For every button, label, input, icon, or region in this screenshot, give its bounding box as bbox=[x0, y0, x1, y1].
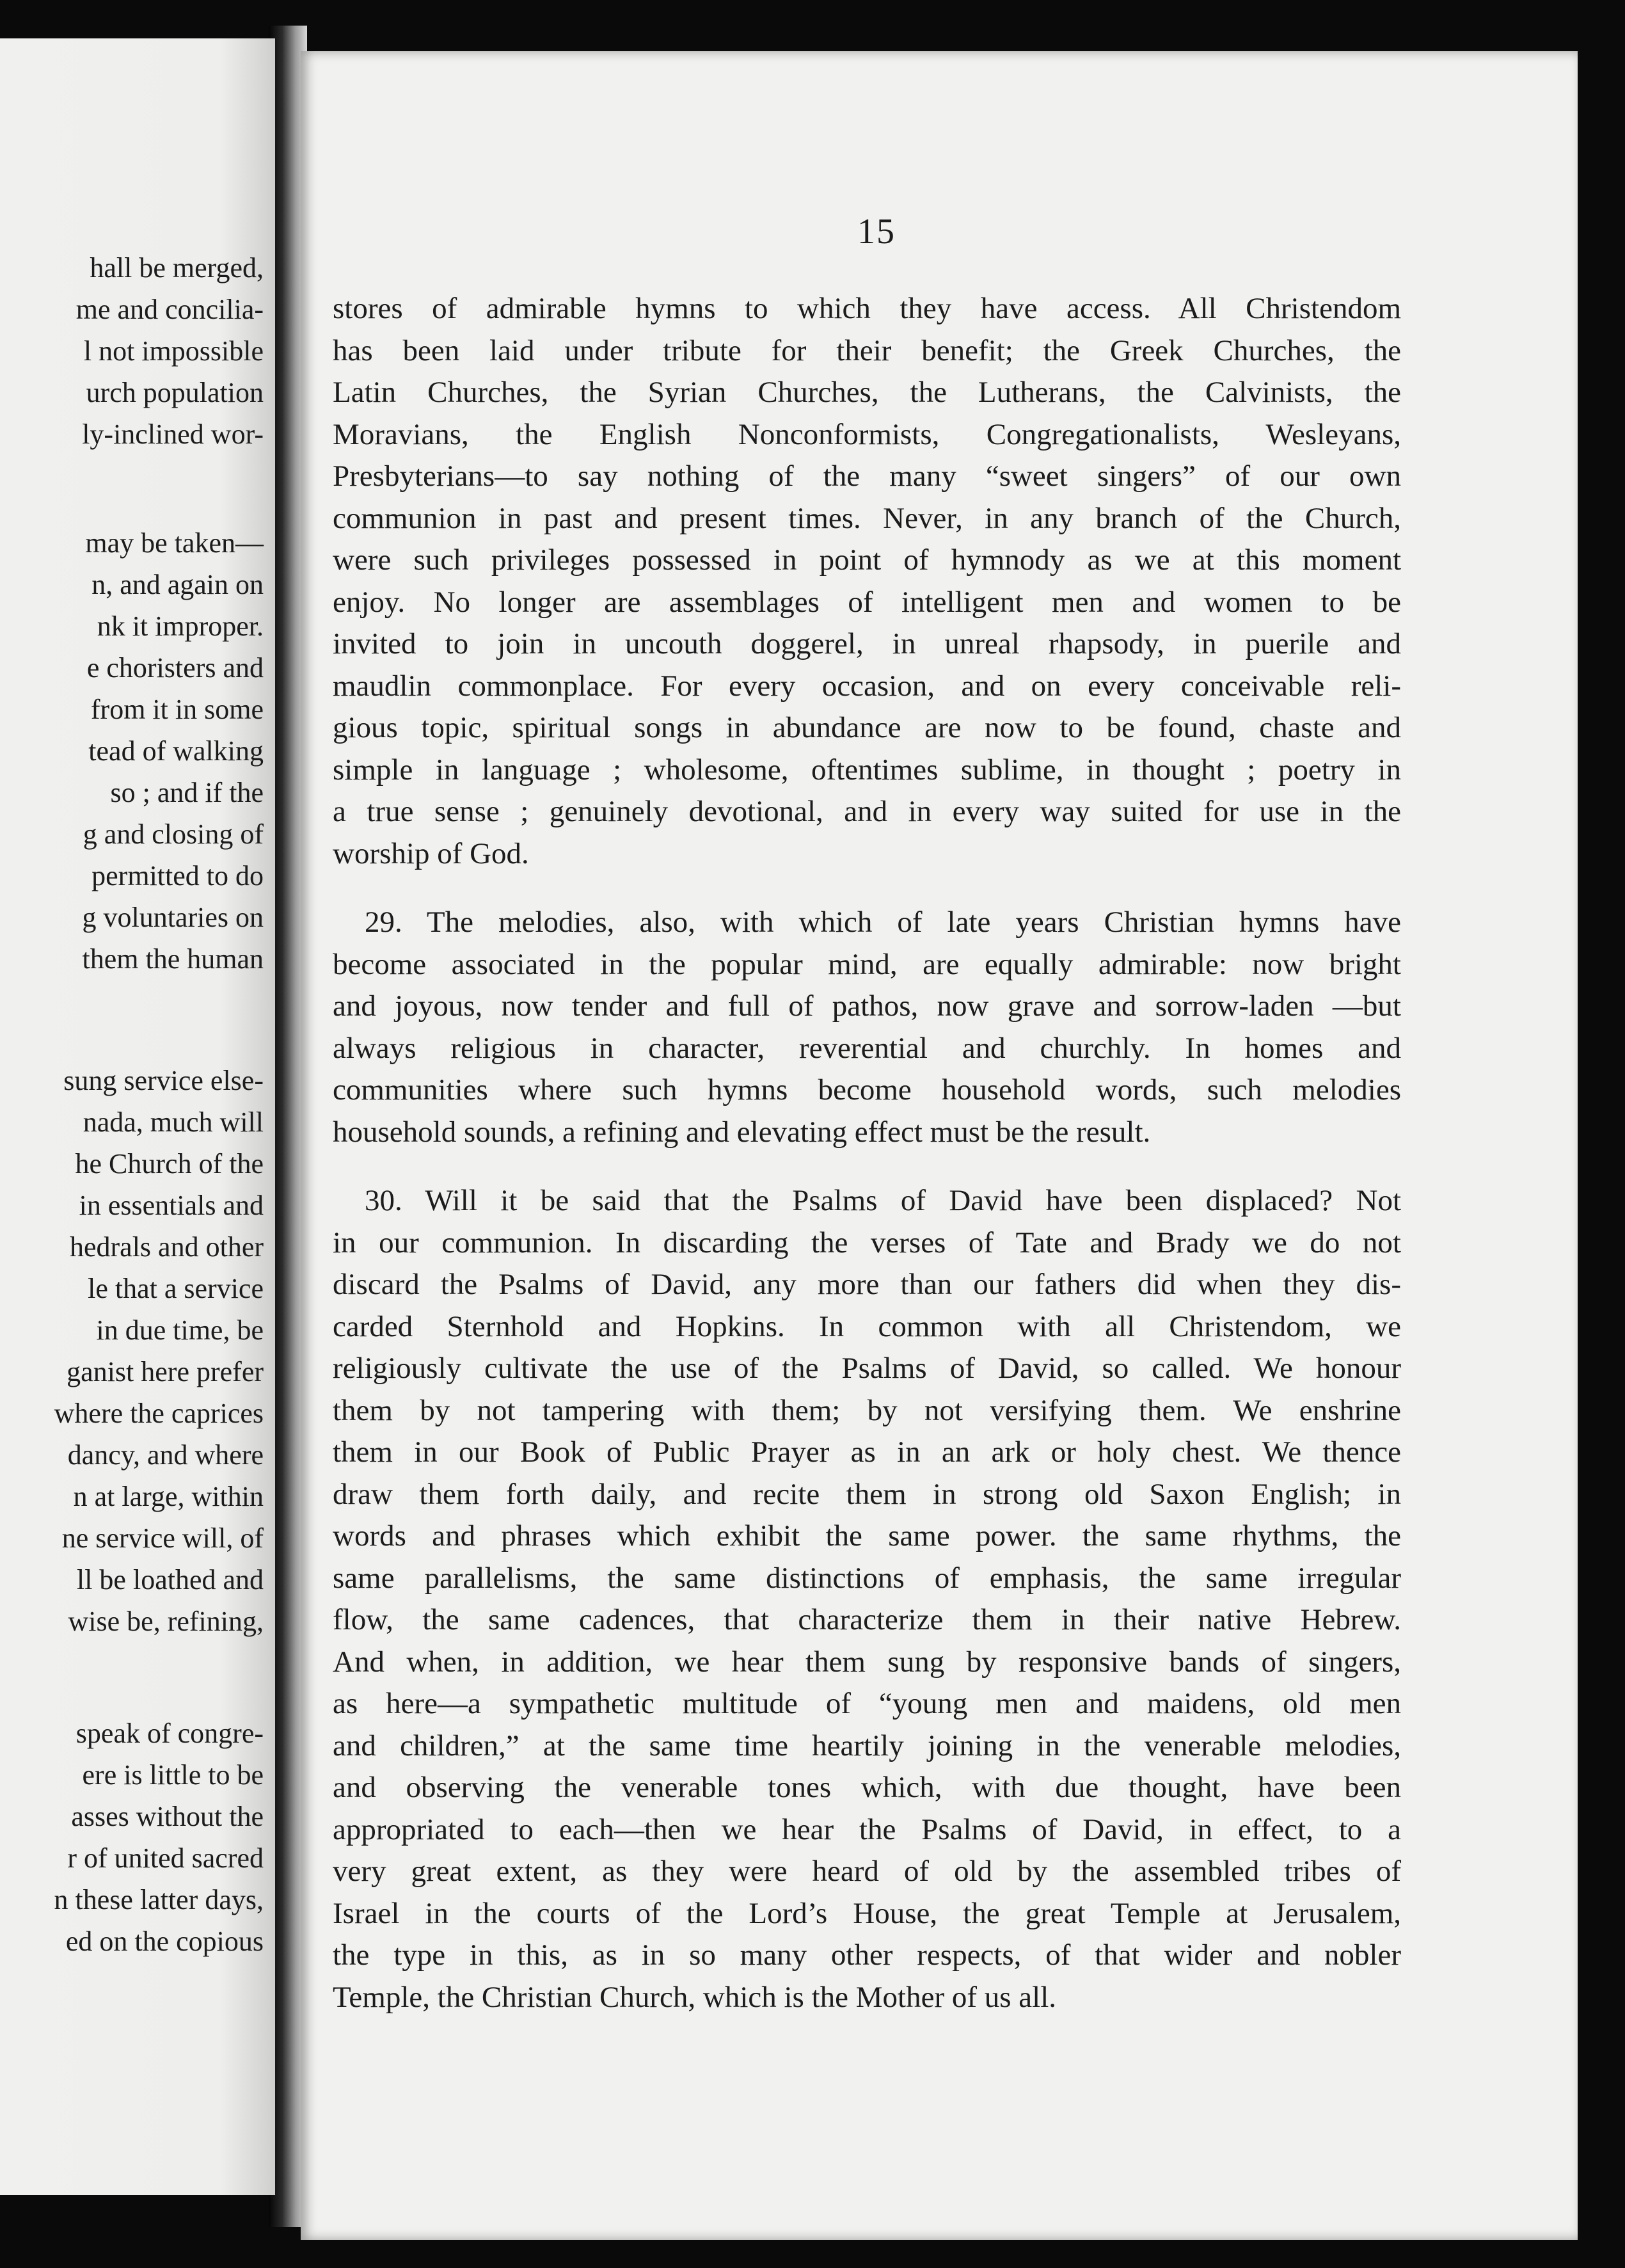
text-line: communities where such hymns become household words, such melodies bbox=[333, 1073, 1401, 1106]
left-page-line: n, and again on bbox=[91, 569, 264, 600]
text-line: words and phrases which exhibit the same power. the same rhythms, the bbox=[333, 1519, 1401, 1553]
left-page-line: where the caprices bbox=[54, 1398, 264, 1429]
left-page bbox=[0, 38, 275, 2195]
text-line: And when, in addition, we hear them sung by responsive bands of singers, bbox=[333, 1645, 1401, 1679]
left-page-line: l not impossible bbox=[83, 335, 264, 367]
left-page-line: nk it improper. bbox=[97, 611, 264, 642]
text-line: stores of admirable hymns to which they have access. All Christendom bbox=[333, 292, 1401, 325]
text-line: household sounds, a refining and elevating effect must be the result. bbox=[333, 1115, 1151, 1149]
text-line: communion in past and present times. Never, in any branch of the Church, bbox=[333, 501, 1401, 535]
left-page-line: g voluntaries on bbox=[82, 902, 264, 933]
text-line: gious topic, spiritual songs in abundance are now to be found, chaste and bbox=[333, 711, 1401, 744]
text-line: invited to join in uncouth doggerel, in unreal rhapsody, in puerile and bbox=[333, 627, 1401, 660]
left-page-line: speak of congre- bbox=[75, 1718, 264, 1749]
page-body-text bbox=[333, 288, 1401, 2018]
text-line: them in our Book of Public Prayer as in an ark or holy chest. We thence bbox=[333, 1435, 1401, 1469]
text-line: and children,” at the same time heartily joining in the venerable melodies, bbox=[333, 1729, 1401, 1762]
text-line: enjoy. No longer are assemblages of intelligent men and women to be bbox=[333, 585, 1401, 619]
left-page-line: g and closing of bbox=[83, 819, 264, 850]
text-line: Israel in the courts of the Lord’s House, the great Temple at Jerusalem, bbox=[333, 1896, 1401, 1930]
left-page-line: nada, much will bbox=[83, 1106, 264, 1138]
left-page-line: ed on the copious bbox=[65, 1926, 264, 1957]
text-line: and observing the venerable tones which, with due thought, have been bbox=[333, 1771, 1401, 1804]
text-line: draw them forth daily, and recite them in strong old Saxon English; in bbox=[333, 1477, 1401, 1511]
left-page-line: le that a service bbox=[88, 1273, 264, 1304]
left-page-line: ere is little to be bbox=[82, 1759, 264, 1791]
right-page bbox=[301, 51, 1578, 2240]
left-page-line: tead of walking bbox=[88, 735, 264, 767]
text-line: always religious in character, reverential and churchly. In homes and bbox=[333, 1031, 1401, 1065]
text-line: flow, the same cadences, that characterize them in their native Hebrew. bbox=[333, 1603, 1401, 1636]
text-line: the type in this, as in so many other respects, of that wider and nobler bbox=[333, 1938, 1401, 1972]
text-line: Temple, the Christian Church, which is the Mother of us all. bbox=[333, 1980, 1057, 2014]
left-page-line: permitted to do bbox=[91, 860, 264, 891]
left-page-line: n these latter days, bbox=[54, 1884, 264, 1915]
left-page-line: ne service will, of bbox=[61, 1522, 264, 1554]
left-page-line: may be taken— bbox=[85, 527, 264, 559]
text-line: has been laid under tribute for their benefit; the Greek Churches, the bbox=[333, 333, 1401, 367]
text-line: Presbyterians—to say nothing of the many “sweet singers” of our own bbox=[333, 459, 1401, 493]
text-line: maudlin commonplace. For every occasion, and on every conceivable reli- bbox=[333, 669, 1401, 703]
left-page-line: in essentials and bbox=[79, 1190, 264, 1221]
left-page-line: urch population bbox=[86, 377, 264, 408]
left-page-line: dancy, and where bbox=[67, 1439, 264, 1471]
text-line: in our communion. In discarding the verses of Tate and Brady we do not bbox=[333, 1226, 1401, 1259]
paragraph bbox=[333, 902, 1401, 1153]
left-page-line: r of united sacred bbox=[67, 1842, 264, 1874]
text-line: were such privileges possessed in point of hymnody as we at this moment bbox=[333, 543, 1401, 577]
text-line: same parallelisms, the same distinctions of emphasis, the same irregular bbox=[333, 1561, 1401, 1595]
text-line: as here—a sympathetic multitude of “young men and maidens, old men bbox=[333, 1687, 1401, 1720]
text-line: them by not tampering with them; by not versifying them. We enshrine bbox=[333, 1393, 1401, 1427]
text-line: Latin Churches, the Syrian Churches, the Lutherans, the Calvinists, the bbox=[333, 376, 1401, 409]
left-page-line: e choristers and bbox=[86, 652, 264, 683]
paragraph bbox=[333, 288, 1401, 875]
text-line: Moravians, the English Nonconformists, Congregationalists, Wesleyans, bbox=[333, 417, 1401, 451]
left-page-line: ganist here prefer bbox=[67, 1356, 264, 1387]
left-page-line: hedrals and other bbox=[70, 1231, 264, 1263]
left-page-line: n at large, within bbox=[73, 1481, 264, 1512]
paragraph bbox=[333, 1180, 1401, 2018]
page-number: 15 bbox=[857, 212, 896, 252]
text-line: simple in language ; wholesome, oftentimes sublime, in thought ; poetry in bbox=[333, 753, 1401, 787]
text-line: very great extent, as they were heard of old by the assembled tribes of bbox=[333, 1855, 1401, 1888]
left-page-line: them the human bbox=[82, 943, 264, 975]
text-line: a true sense ; genuinely devotional, and in every way suited for use in the bbox=[333, 795, 1401, 828]
left-page-line: sung service else- bbox=[63, 1065, 264, 1096]
text-line: worship of God. bbox=[333, 836, 529, 870]
left-page-line: so ; and if the bbox=[110, 777, 264, 808]
left-page-line: he Church of the bbox=[75, 1148, 264, 1179]
text-line: discard the Psalms of David, any more than our fathers did when they dis- bbox=[333, 1268, 1401, 1301]
left-page-line: hall be merged, bbox=[90, 252, 264, 284]
text-line: become associated in the popular mind, are equally admirable: now bright bbox=[333, 947, 1401, 981]
left-page-line: ly-inclined wor- bbox=[82, 419, 264, 450]
text-line: 30. Will it be said that the Psalms of David have been displaced? Not bbox=[365, 1184, 1401, 1217]
text-line: 29. The melodies, also, with which of late years Christian hymns have bbox=[365, 906, 1401, 939]
left-page-line: wise be, refining, bbox=[68, 1606, 264, 1637]
left-page-line: ll be loathed and bbox=[76, 1564, 264, 1595]
left-page-line: me and concilia- bbox=[75, 294, 264, 325]
text-line: religiously cultivate the use of the Psalms of David, so called. We honour bbox=[333, 1352, 1401, 1385]
left-page-line: in due time, be bbox=[96, 1314, 264, 1346]
text-line: appropriated to each—then we hear the Psalms of David, in effect, to a bbox=[333, 1812, 1401, 1846]
text-line: carded Sternhold and Hopkins. In common with all Christendom, we bbox=[333, 1309, 1401, 1343]
left-page-line: asses without the bbox=[71, 1801, 264, 1832]
text-line: and joyous, now tender and full of pathos, now grave and sorrow-laden —but bbox=[333, 989, 1401, 1023]
left-page-line: from it in some bbox=[90, 694, 264, 725]
